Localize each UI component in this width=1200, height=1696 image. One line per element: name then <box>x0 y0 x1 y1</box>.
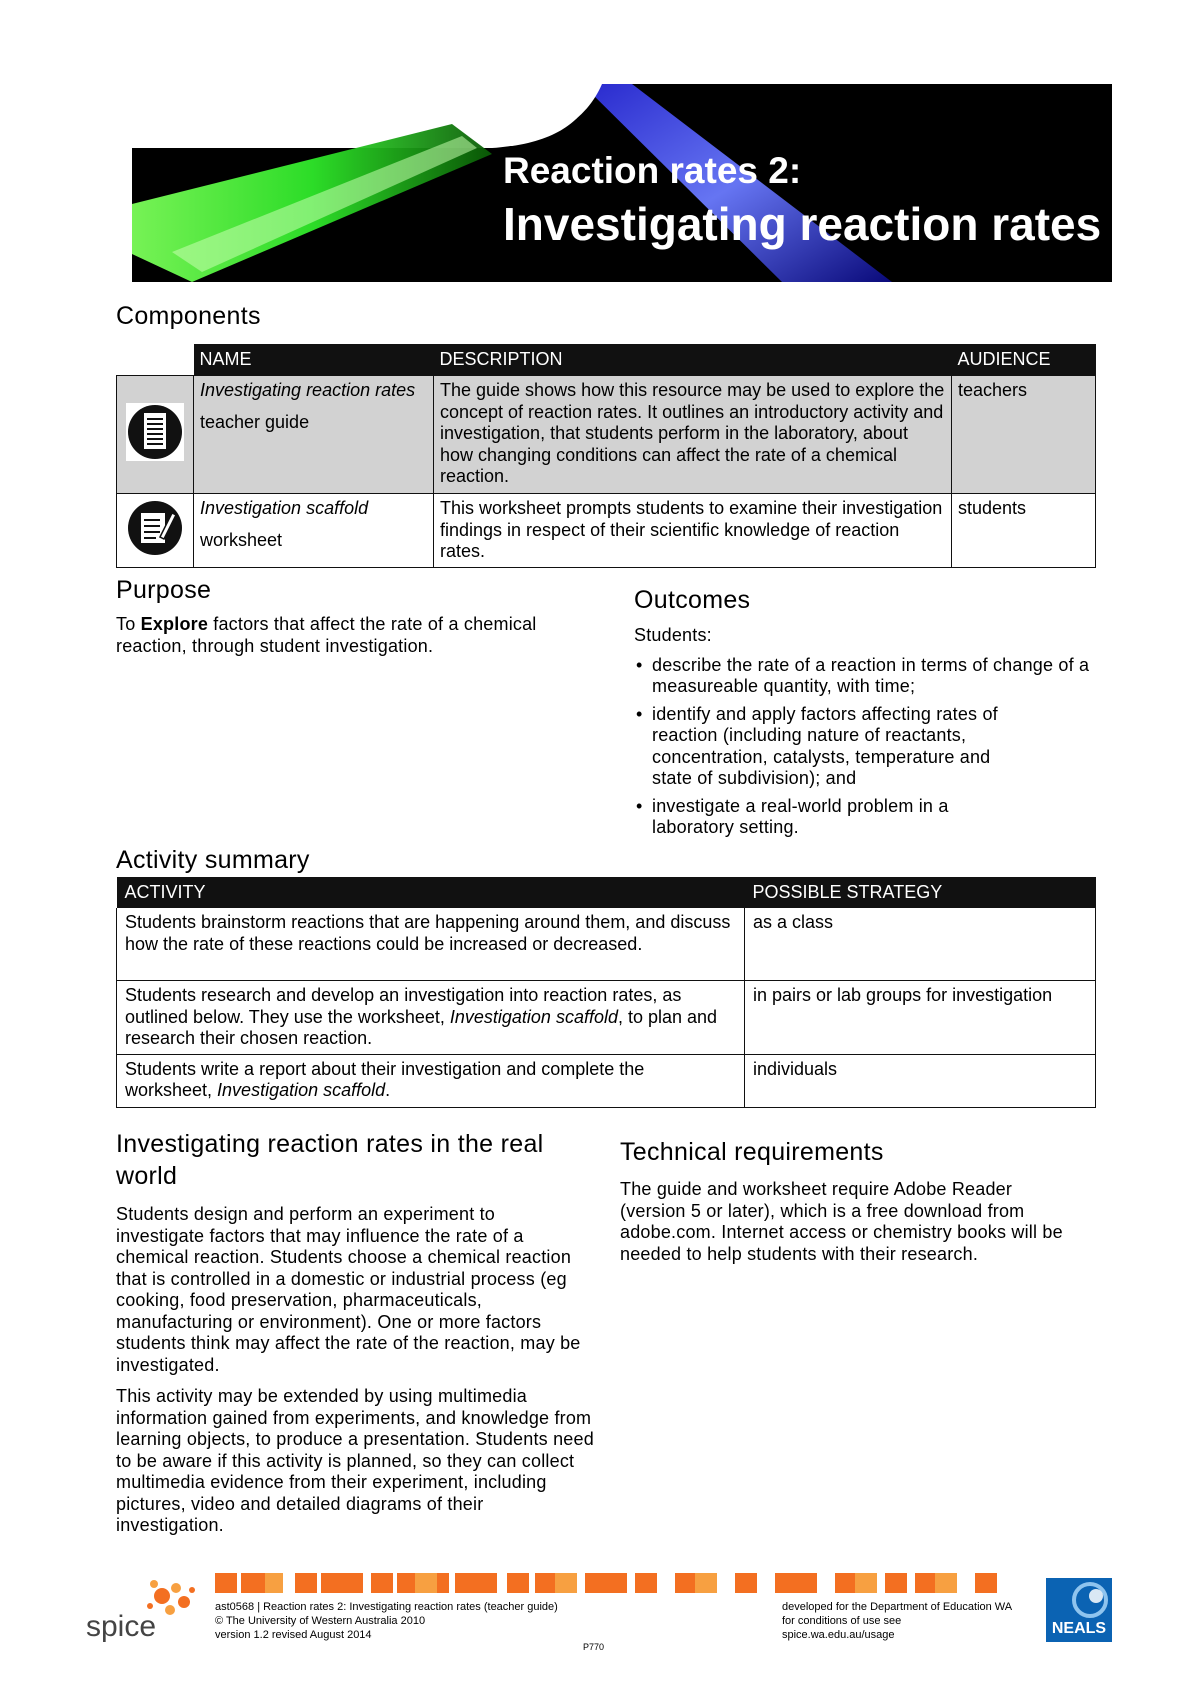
activity-summary-heading: Activity summary <box>116 846 310 874</box>
footer-version-line: version 1.2 revised August 2014 <box>215 1629 372 1641</box>
outcomes-section <box>634 586 1094 845</box>
component-description: The guide shows how this resource may be used to explore the concept of reaction rates. It outlines an introductory activity and investigation, that students perform in the laboratory, about how changing conditions can affect the rate of a chemical reaction. <box>434 376 952 494</box>
component-type: worksheet <box>200 529 283 550</box>
activity-worksheet-title: Investigation scaffold <box>449 1006 618 1027</box>
purpose-heading: Purpose <box>116 576 212 604</box>
component-audience: students <box>952 494 1096 568</box>
column-header-name: NAME <box>194 344 434 376</box>
outcomes-intro: Students: <box>634 625 712 645</box>
column-header-activity: ACTIVITY <box>117 877 745 908</box>
real-world-heading: Investigating reaction rates in the real world <box>116 1130 544 1190</box>
footer-usage-link[interactable]: spice.wa.edu.au/usage <box>782 1629 895 1641</box>
column-header-audience: AUDIENCE <box>952 344 1096 376</box>
table-row <box>117 494 1096 568</box>
real-world-paragraph-2: This activity may be extended by using multimedia information gained from experiments, and knowledge from learning objects, to produce a presentation. Students need to be aware if this activity is planned, so they can collect multimedia evidence from their experiment, including pictures, video and detailed diagrams of their investigation. <box>116 1386 594 1535</box>
neals-logo-text: NEALS <box>1051 1620 1107 1637</box>
components-table <box>116 344 1096 568</box>
components-heading: Components <box>116 302 261 330</box>
purpose-text-bold: Explore <box>140 614 209 634</box>
worksheet-icon <box>126 499 184 557</box>
technical-heading: Technical requirements <box>620 1138 884 1166</box>
activity-cell <box>117 981 745 1055</box>
strategy-cell: as a class <box>745 908 1096 981</box>
strategy-cell: individuals <box>745 1054 1096 1107</box>
document-icon <box>126 403 184 461</box>
component-description: This worksheet prompts students to examine their investigation findings in respect of their scientific knowledge of reaction rates. <box>434 494 952 568</box>
footer-right-text <box>782 1600 1042 1642</box>
icon-column-header <box>117 344 194 376</box>
icon-cell <box>117 376 194 494</box>
footer-conditions-line: for conditions of use see <box>782 1615 902 1627</box>
footer-developed-line: developed for the Department of Education WA <box>782 1601 1013 1613</box>
outcomes-heading: Outcomes <box>634 586 751 614</box>
activity-text: , to plan and research their chosen reaction. <box>125 1006 718 1048</box>
component-name: Investigation scaffold <box>200 498 369 518</box>
list-item: • investigate a real-world problem in a laboratory setting. <box>634 796 992 839</box>
activity-cell <box>117 1054 745 1107</box>
table-row <box>117 981 1096 1055</box>
component-type: teacher guide <box>200 411 310 432</box>
technical-text: The guide and worksheet require Adobe Reader (version 5 or later), which is a free download from adobe.com. Internet access or chemistry books will be needed to help students with their research. <box>620 1179 1063 1264</box>
activity-worksheet-title: Investigation scaffold <box>217 1080 386 1100</box>
purpose-text-rest: factors that affect the rate of a chemical reaction, through student investigation. <box>116 614 537 656</box>
table-row <box>117 1054 1096 1107</box>
real-world-paragraph-1: Students design and perform an experiment to investigate factors that may influence the rate of a chemical reaction. Students choose a chemical reaction that is controlled in a domestic or industrial process (eg cooking, food preservation, pharmaceuticals, manufacturing or environment). One or more factors students think may affect the rate of the reaction, may be investigated. <box>116 1204 581 1375</box>
footer-copyright-line: © The University of Western Australia 2010 <box>215 1615 426 1627</box>
technical-section <box>620 1138 1090 1265</box>
activity-text: Students write a report about their investigation and complete the worksheet, <box>125 1058 645 1100</box>
component-name-cell <box>194 494 434 568</box>
real-world-section <box>116 1128 596 1537</box>
page-code: P770 <box>583 1642 605 1652</box>
spice-logo <box>84 1576 202 1647</box>
column-header-description: DESCRIPTION <box>434 344 952 376</box>
strategy-cell: in pairs or lab groups for investigation <box>745 981 1096 1055</box>
list-item: • describe the rate of a reaction in terms of change of a measureable quantity, with time; <box>634 655 1094 698</box>
activity-summary-table <box>116 877 1096 1108</box>
spice-logo-text: spice <box>86 1610 157 1643</box>
list-item: • identify and apply factors affecting rates of reaction (including nature of reactants, concentration, catalysts, temperature and state of subdivision); and <box>634 704 1012 790</box>
footer-left-text <box>215 1600 635 1642</box>
icon-cell <box>117 494 194 568</box>
outcomes-list <box>634 655 1094 839</box>
purpose-text <box>116 614 556 657</box>
title-line-1: Reaction rates 2: <box>503 150 802 191</box>
component-name: Investigating reaction rates <box>200 380 416 400</box>
component-audience: teachers <box>952 376 1096 494</box>
footer-resource-line: ast0568 | Reaction rates 2: Investigating reaction rates (teacher guide) <box>215 1601 558 1613</box>
component-name-cell <box>194 376 434 494</box>
column-header-strategy: POSSIBLE STRATEGY <box>745 877 1096 908</box>
footer-accent-bar <box>215 1573 1015 1593</box>
neals-logo <box>1046 1578 1112 1642</box>
table-row <box>117 908 1096 981</box>
activity-cell: Students brainstorm reactions that are happening around them, and discuss how the rate of these reactions could be increased or decreased. <box>117 908 745 981</box>
table-row <box>117 376 1096 494</box>
purpose-text-prefix: To <box>116 614 141 634</box>
activity-text: Students research and develop an investigation into reaction rates, as outlined below. They use the worksheet, <box>125 985 682 1027</box>
activity-text: . <box>385 1080 391 1100</box>
title-line-2: Investigating reaction rates <box>503 198 1102 250</box>
